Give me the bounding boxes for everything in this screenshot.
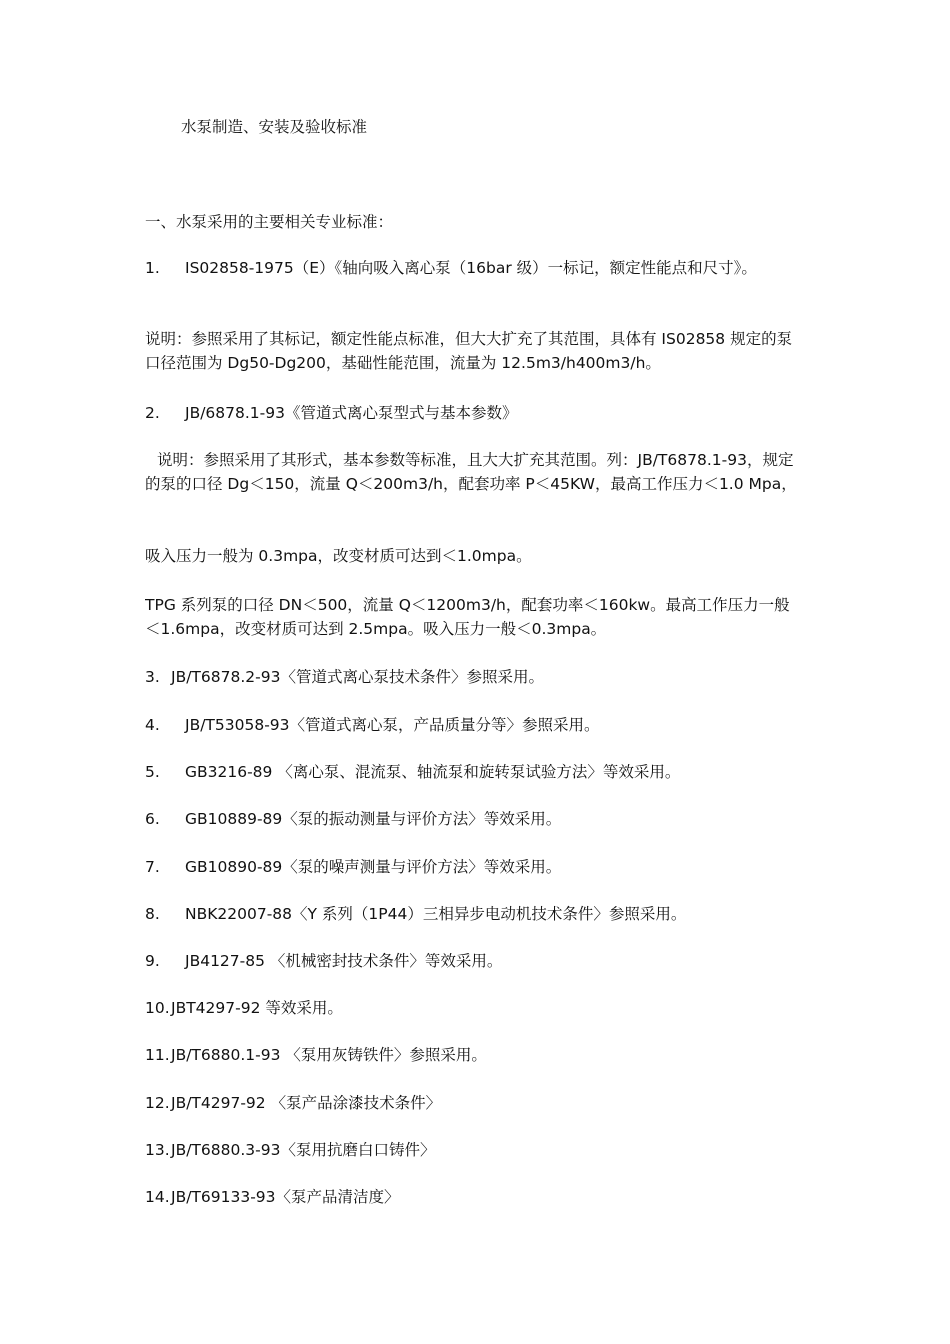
note-paragraph: TPG 系列泵的口径 DN＜500，流量 Q＜1200m3/h，配套功率＜160kw。最高工作压力一般＜1.6mpa，改变材质可达到 2.5mpa。吸入压力一般＜0.3mpa。 bbox=[145, 596, 790, 638]
list-item-text: GB10890-89〈泵的噪声测量与评价方法〉等效采用。 bbox=[185, 858, 562, 876]
list-item-text: JB/T53058-93〈管道式离心泵，产品质量分等〉参照采用。 bbox=[185, 716, 600, 734]
list-item-text: NBK22007-88〈Y 系列（1P44）三相异步电动机技术条件〉参照采用。 bbox=[185, 905, 687, 923]
list-item-text: IS02858-1975（E）《轴向吸入离心泵（16bar 级）一标记，额定性能点和尺寸》。 bbox=[185, 259, 757, 277]
list-item-text: JB/T4297-92 〈泵产品涂漆技术条件〉 bbox=[171, 1094, 442, 1112]
list-item bbox=[145, 665, 805, 689]
list-item bbox=[145, 996, 805, 1020]
list-item bbox=[145, 1043, 805, 1067]
list-item bbox=[145, 949, 805, 973]
list-item-number: 8. bbox=[145, 905, 160, 923]
list-item bbox=[145, 902, 805, 926]
list-item bbox=[145, 807, 805, 831]
list-item-number: 9. bbox=[145, 952, 160, 970]
list-item-number: 2. bbox=[145, 404, 160, 422]
list-item-number: 10. bbox=[145, 999, 170, 1017]
list-item bbox=[145, 401, 805, 425]
list-item-number: 1. bbox=[145, 259, 160, 277]
list-item-number: 4. bbox=[145, 716, 160, 734]
list-item-number: 3. bbox=[145, 668, 160, 686]
note-paragraph: 吸入压力一般为 0.3mpa，改变材质可达到＜1.0mpa。 bbox=[145, 547, 532, 565]
list-item bbox=[145, 855, 805, 879]
list-item-text: JB4127-85 〈机械密封技术条件〉等效采用。 bbox=[185, 952, 503, 970]
list-item-number: 11. bbox=[145, 1046, 170, 1064]
list-item-text: JB/T6878.2-93〈管道式离心泵技术条件〉参照采用。 bbox=[171, 668, 544, 686]
list-item bbox=[145, 1185, 805, 1209]
document-title: 水泵制造、安装及验收标准 bbox=[181, 118, 368, 136]
list-item-number: 14. bbox=[145, 1188, 170, 1206]
list-item-text: JBT4297-92 等效采用。 bbox=[171, 999, 343, 1017]
list-item bbox=[145, 256, 805, 280]
note-paragraph: 说明：参照采用了其形式，基本参数等标准，且大大扩充其范围。列：JB/T6878.1-93，规定的泵的口径 Dg＜150，流量 Q＜200m3/h，配套功率 P＜45KW，最高工作压力＜1.0 Mpa， bbox=[145, 451, 797, 493]
list-item-number: 7. bbox=[145, 858, 160, 876]
list-item-number: 13. bbox=[145, 1141, 170, 1159]
list-item bbox=[145, 1091, 805, 1115]
list-item-text: JB/T6880.1-93 〈泵用灰铸铁件〉参照采用。 bbox=[171, 1046, 487, 1064]
list-item bbox=[145, 760, 805, 784]
section-heading: 一、水泵采用的主要相关专业标准： bbox=[145, 213, 394, 231]
list-item-number: 6. bbox=[145, 810, 160, 828]
list-item-text: GB10889-89〈泵的振动测量与评价方法〉等效采用。 bbox=[185, 810, 562, 828]
list-item-text: JB/T6880.3-93〈泵用抗磨白口铸件〉 bbox=[171, 1141, 436, 1159]
list-item-text: JB/T69133-93〈泵产品清洁度〉 bbox=[171, 1188, 400, 1206]
list-item-number: 12. bbox=[145, 1094, 170, 1112]
list-item bbox=[145, 713, 805, 737]
list-item-number: 5. bbox=[145, 763, 160, 781]
note-paragraph: 说明：参照采用了其标记，额定性能点标准，但大大扩充了其范围，具体有 IS02858 规定的泵口径范围为 Dg50-Dg200，基础性能范围，流量为 12.5m3/h400m3/h。 bbox=[145, 330, 793, 372]
list-item-text: GB3216-89 〈离心泵、混流泵、轴流泵和旋转泵试验方法〉等效采用。 bbox=[185, 763, 681, 781]
list-item-text: JB/6878.1-93《管道式离心泵型式与基本参数》 bbox=[185, 404, 518, 422]
list-item bbox=[145, 1138, 805, 1162]
